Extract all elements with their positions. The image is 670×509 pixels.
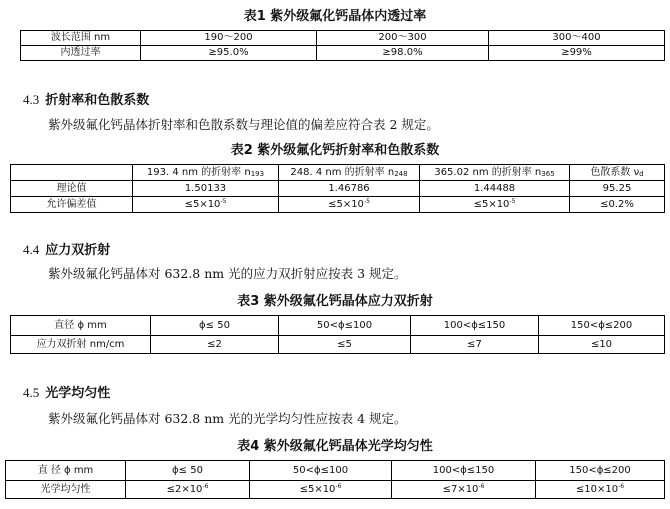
table2-cell <box>420 197 570 213</box>
table1-head-cell: 190～200 <box>141 31 317 46</box>
table2-cell <box>133 197 279 213</box>
table3 <box>10 315 665 354</box>
table3-head-label: 直径 ϕ mm <box>11 316 151 336</box>
header-subscript: 248 <box>394 169 408 178</box>
table4-head-cell: 100<ϕ≤150 <box>392 461 536 481</box>
table2-cell: 1.46786 <box>279 181 420 197</box>
table1-cell: ≥99% <box>489 46 665 61</box>
table2-head-cell <box>570 165 665 181</box>
table3-cell: ≤2 <box>151 336 279 354</box>
section-number: 4.5 <box>23 385 40 400</box>
header-text: 193. 4 nm 的折射率 n <box>146 166 251 178</box>
table4-row-label: 光学均匀性 <box>6 481 126 499</box>
table2-caption: 表2 紫外级氟化钙折射率和色散系数 <box>230 143 440 158</box>
table3-head-cell: 50<ϕ≤100 <box>279 316 411 336</box>
table2-head-cell <box>133 165 279 181</box>
table4-head-label: 直 径 ϕ mm <box>6 461 126 481</box>
table1-cell: ≥98.0% <box>317 46 489 61</box>
value-exponent: -5 <box>220 198 227 205</box>
header-subscript: d <box>639 169 644 178</box>
table3-head-cell: 150<ϕ≤200 <box>539 316 665 336</box>
table2-cell: 1.50133 <box>133 181 279 197</box>
value-exponent: -6 <box>618 483 625 490</box>
table4-cell <box>126 481 250 499</box>
table1-head-label: 波长范围 nm <box>21 31 141 46</box>
table1-head-cell: 300～400 <box>489 31 665 46</box>
table2-row-label: 理论值 <box>11 181 133 197</box>
table3-caption: 表3 紫外级氟化钙晶体应力双折射 <box>237 294 433 309</box>
table3-row-label: 应力双折射 nm/cm <box>11 336 151 354</box>
table4-caption: 表4 紫外级氟化钙晶体光学均匀性 <box>237 439 433 454</box>
value-exponent: -6 <box>335 483 342 490</box>
table3-cell: ≤5 <box>279 336 411 354</box>
section-4-5-heading <box>23 382 110 401</box>
table4-head-cell: 50<ϕ≤100 <box>250 461 392 481</box>
table2-cell: 1.44488 <box>420 181 570 197</box>
table4-cell <box>392 481 536 499</box>
table2-cell <box>570 197 665 213</box>
table4-head-cell: 150<ϕ≤200 <box>536 461 665 481</box>
section-4-5-text: 紫外级氟化钙晶体对 632.8 nm 光的光学均匀性应按表 4 规定。 <box>48 411 407 426</box>
section-number: 4.3 <box>23 92 40 107</box>
section-4-3-heading <box>23 89 149 108</box>
section-4-4-text: 紫外级氟化钙晶体对 632.8 nm 光的应力双折射应按表 3 规定。 <box>48 266 407 281</box>
table2-cell: 95.25 <box>570 181 665 197</box>
table1-row-label: 内透过率 <box>21 46 141 61</box>
table1-head-cell: 200～300 <box>317 31 489 46</box>
table3-cell: ≤10 <box>539 336 665 354</box>
value-exponent: -6 <box>478 483 485 490</box>
table4-head-cell: ϕ≤ 50 <box>126 461 250 481</box>
section-title: 折射率和色散系数 <box>45 93 150 108</box>
header-text: 248. 4 nm 的折射率 n <box>290 166 395 178</box>
value-base: ≤0.2% <box>600 199 634 210</box>
table2-corner-cell <box>11 165 133 181</box>
value-base: ≤5×10 <box>299 484 336 495</box>
value-exponent: -5 <box>363 198 370 205</box>
section-4-4-heading <box>23 239 110 258</box>
header-subscript: 193 <box>250 169 265 178</box>
table2-cell <box>279 197 420 213</box>
value-base: ≤7×10 <box>442 484 479 495</box>
section-number: 4.4 <box>23 242 40 257</box>
table2-head-cell <box>420 165 570 181</box>
table2-row-label: 允许偏差值 <box>11 197 133 213</box>
header-text: 365.02 nm 的折射率 n <box>434 166 542 178</box>
table4-cell <box>536 481 665 499</box>
value-base: ≤10×10 <box>575 484 619 495</box>
table1-cell: ≥95.0% <box>141 46 317 61</box>
value-base: ≤2×10 <box>166 484 203 495</box>
section-4-3-text: 紫外级氟化钙晶体折射率和色散系数与理论值的偏差应符合表 2 规定。 <box>48 117 439 132</box>
table2 <box>10 164 665 213</box>
value-base: ≤5×10 <box>184 199 221 210</box>
value-base: ≤5×10 <box>328 199 364 210</box>
table4 <box>5 460 665 499</box>
section-title: 光学均匀性 <box>45 386 111 401</box>
table3-cell: ≤7 <box>411 336 539 354</box>
table4-cell <box>250 481 392 499</box>
value-exponent: -5 <box>509 198 516 205</box>
value-exponent: -6 <box>202 483 209 490</box>
header-subscript: 365 <box>541 169 555 178</box>
section-title: 应力双折射 <box>45 243 111 258</box>
table1-caption: 表1 紫外级氟化钙晶体内透过率 <box>243 9 427 24</box>
value-base: ≤5×10 <box>473 199 510 210</box>
table2-head-cell <box>279 165 420 181</box>
table3-head-cell: 100<ϕ≤150 <box>411 316 539 336</box>
header-text: 色散系数 ν <box>590 166 640 178</box>
table3-head-cell: ϕ≤ 50 <box>151 316 279 336</box>
table1 <box>20 30 665 61</box>
